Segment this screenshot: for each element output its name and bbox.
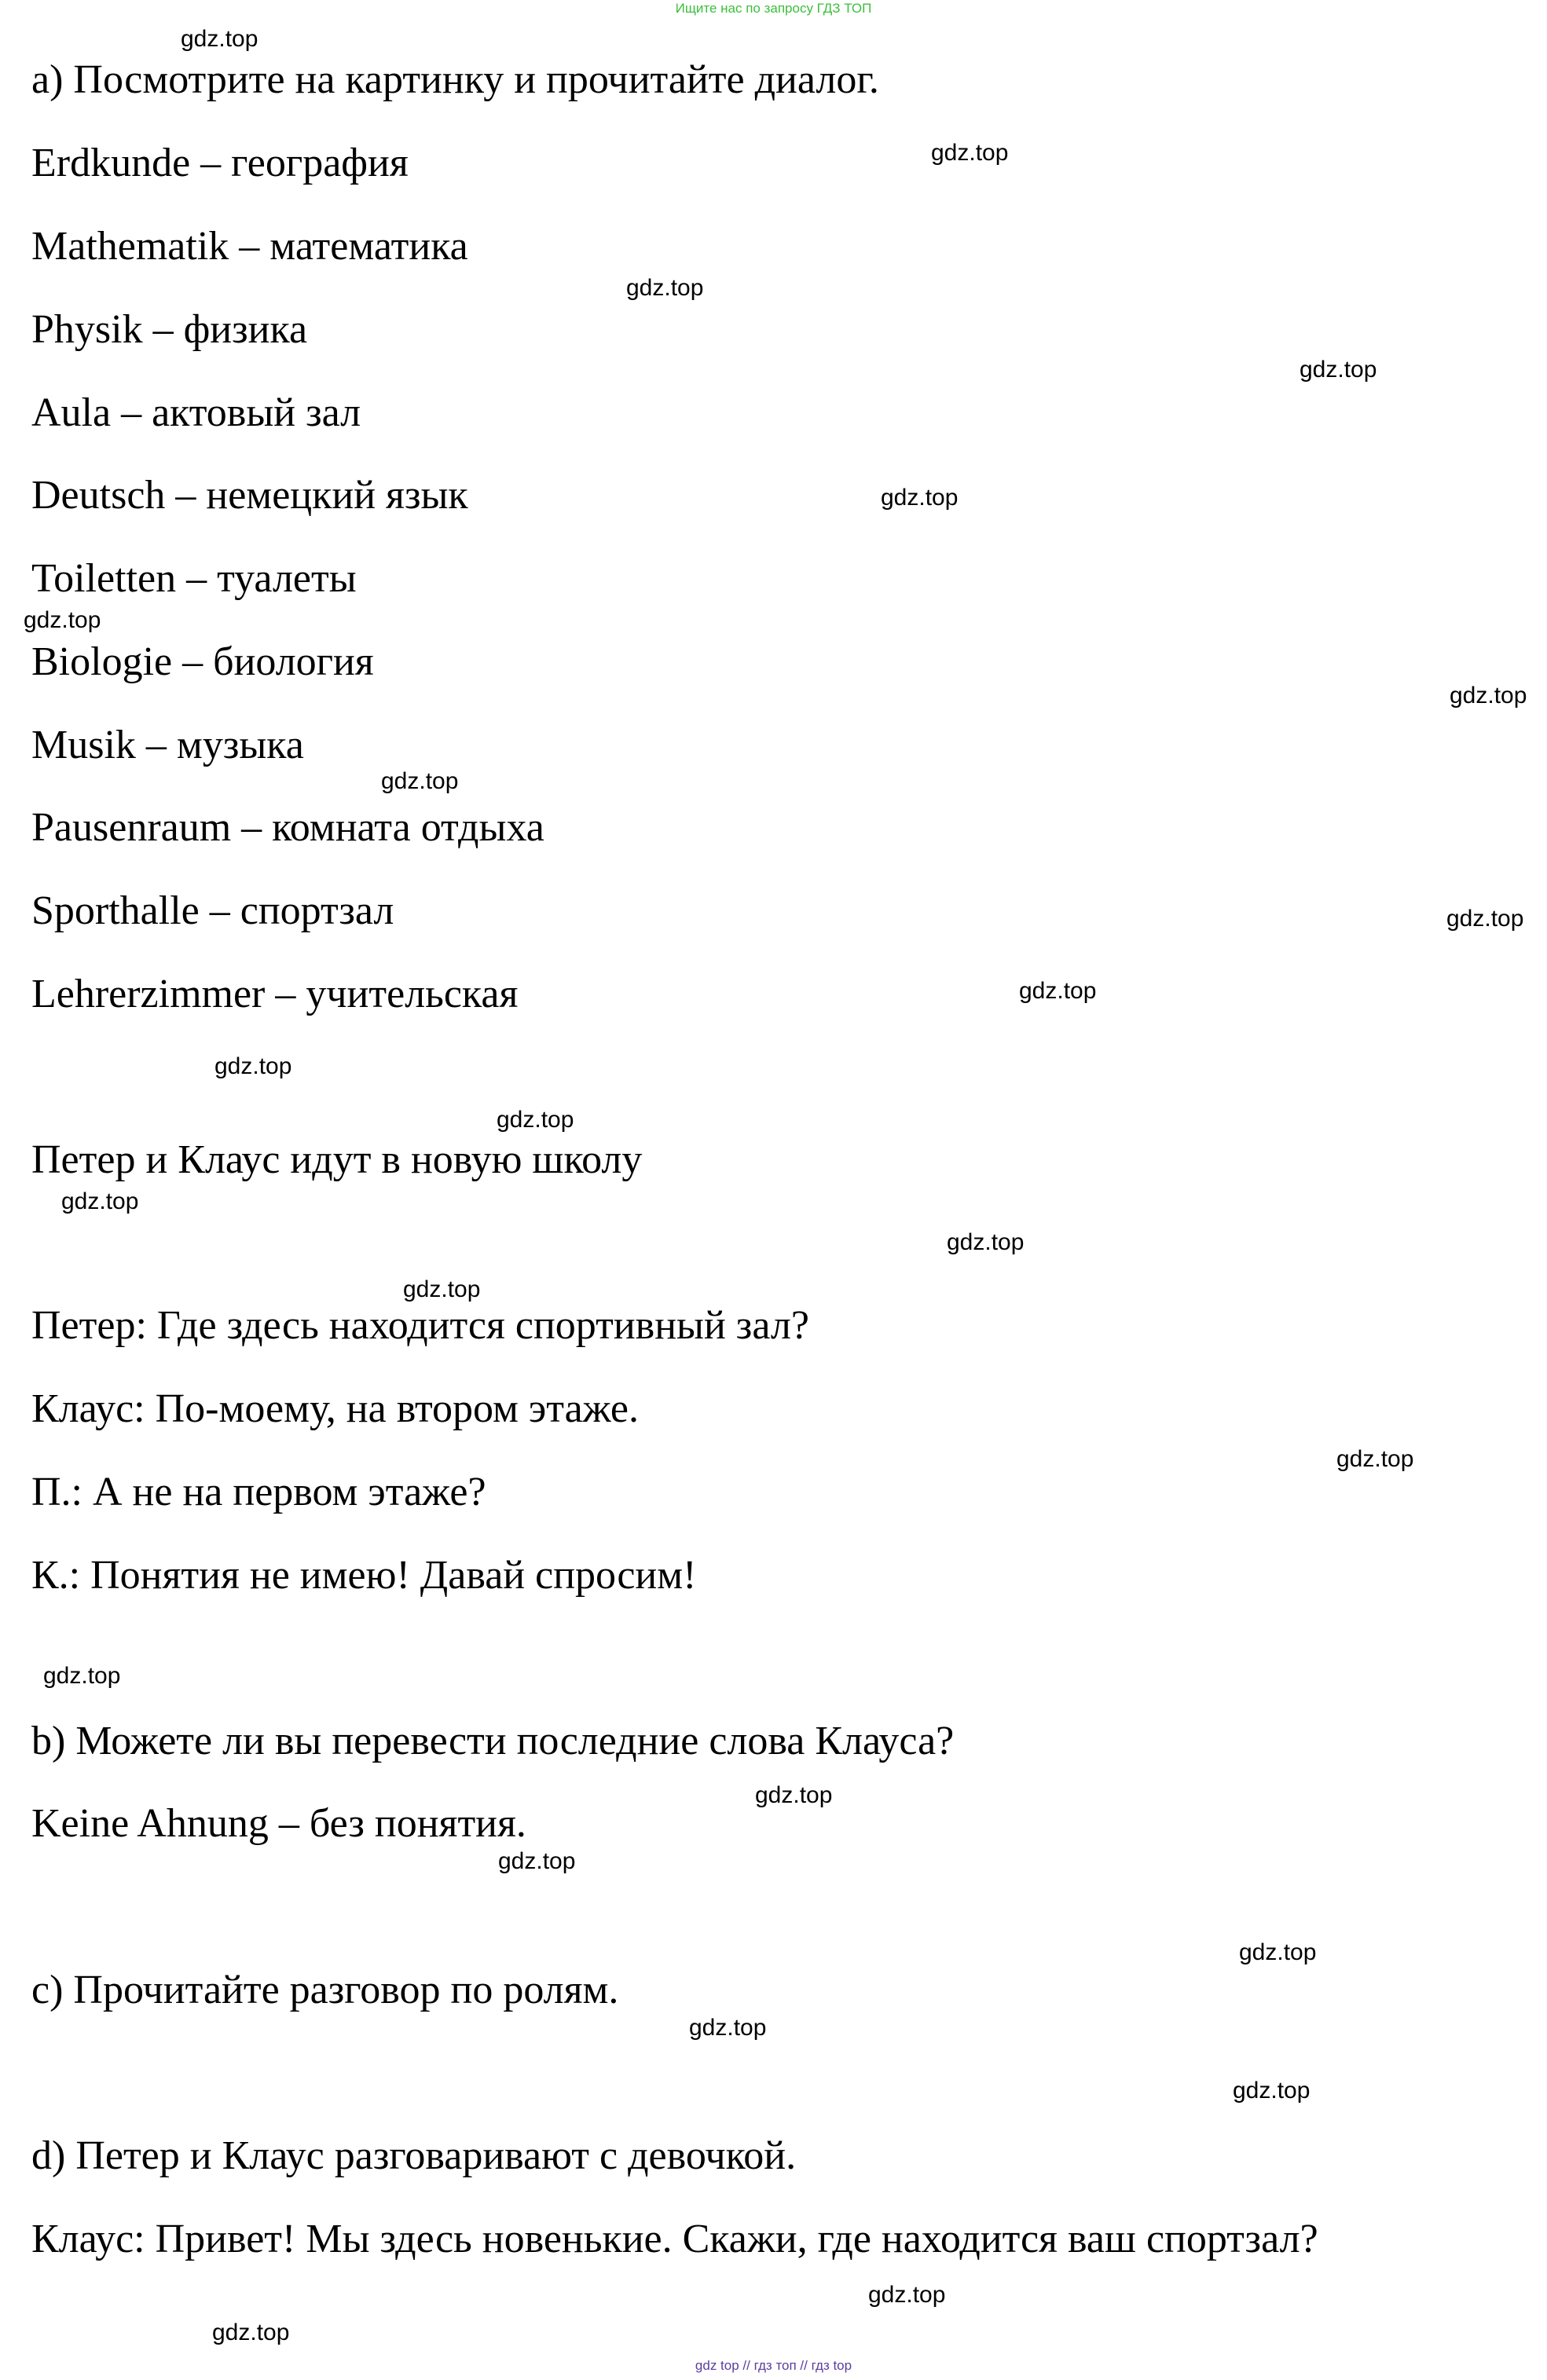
task-b-answer: Keine Ahnung – без понятия.	[31, 1801, 526, 1846]
vocab-item: Biologie – биология	[31, 639, 374, 684]
watermark: gdz.top	[181, 26, 258, 52]
vocab-item: Erdkunde – география	[31, 141, 409, 185]
watermark: gdz.top	[497, 1107, 574, 1133]
watermark: gdz.top	[1300, 357, 1377, 383]
dialogue-intro: Петер и Клаус идут в новую школу	[31, 1137, 643, 1182]
task-c-heading: c) Прочитайте разговор по ролям.	[31, 1968, 619, 2012]
vocab-item: Musik – музыка	[31, 723, 304, 767]
top-banner: Ищите нас по запросу ГДЗ ТОП	[675, 1, 872, 16]
vocab-item: Lehrerzimmer – учительская	[31, 972, 519, 1016]
watermark: gdz.top	[498, 1848, 576, 1874]
vocab-item: Aula – актовый зал	[31, 390, 361, 435]
watermark: gdz.top	[868, 2282, 946, 2308]
vocab-item: Deutsch – немецкий язык	[31, 473, 468, 518]
vocab-item: Sporthalle – спортзал	[31, 888, 394, 933]
watermark: gdz.top	[1336, 1446, 1414, 1472]
watermark: gdz.top	[947, 1229, 1025, 1255]
watermark: gdz.top	[755, 1782, 833, 1808]
watermark: gdz.top	[43, 1663, 121, 1689]
watermark: gdz.top	[1019, 978, 1097, 1004]
dialogue-line: Клаус: По-моему, на втором этаже.	[31, 1386, 639, 1431]
watermark: gdz.top	[212, 2320, 290, 2345]
watermark: gdz.top	[626, 275, 704, 301]
watermark: gdz.top	[24, 607, 101, 633]
watermark: gdz.top	[61, 1188, 139, 1214]
watermark: gdz.top	[381, 768, 459, 794]
vocab-item: Mathematik – математика	[31, 224, 468, 269]
vocab-item: Toiletten – туалеты	[31, 556, 357, 601]
watermark: gdz.top	[931, 140, 1009, 166]
vocab-item: Pausenraum – комната отдыха	[31, 805, 544, 850]
watermark: gdz.top	[881, 485, 959, 511]
watermark: gdz.top	[1450, 683, 1527, 709]
vocab-item: Physik – физика	[31, 307, 308, 352]
task-b-question: b) Можете ли вы перевести последние слова Клауса?	[31, 1719, 955, 1763]
watermark: gdz.top	[214, 1053, 292, 1079]
dialogue-line: П.: А не на первом этаже?	[31, 1470, 486, 1514]
watermark: gdz.top	[403, 1276, 481, 1302]
task-d-line: Клаус: Привет! Мы здесь новенькие. Скажи, где находится ваш спортзал?	[31, 2217, 1318, 2261]
task-d-heading: d) Петер и Клаус разговаривают с девочкой.	[31, 2133, 797, 2178]
dialogue-line: Петер: Где здесь находится спортивный зал?	[31, 1303, 809, 1348]
task-a-heading: а) Посмотрите на картинку и прочитайте диалог.	[31, 57, 879, 102]
dialogue-line: К.: Понятия не имею! Давай спросим!	[31, 1553, 697, 1598]
watermark: gdz.top	[1233, 2078, 1311, 2104]
watermark: gdz.top	[1239, 1939, 1317, 1965]
bottom-footer: gdz top // гдз топ // гдз top	[695, 2358, 852, 2373]
watermark: gdz.top	[689, 2015, 767, 2041]
watermark: gdz.top	[1446, 906, 1524, 932]
